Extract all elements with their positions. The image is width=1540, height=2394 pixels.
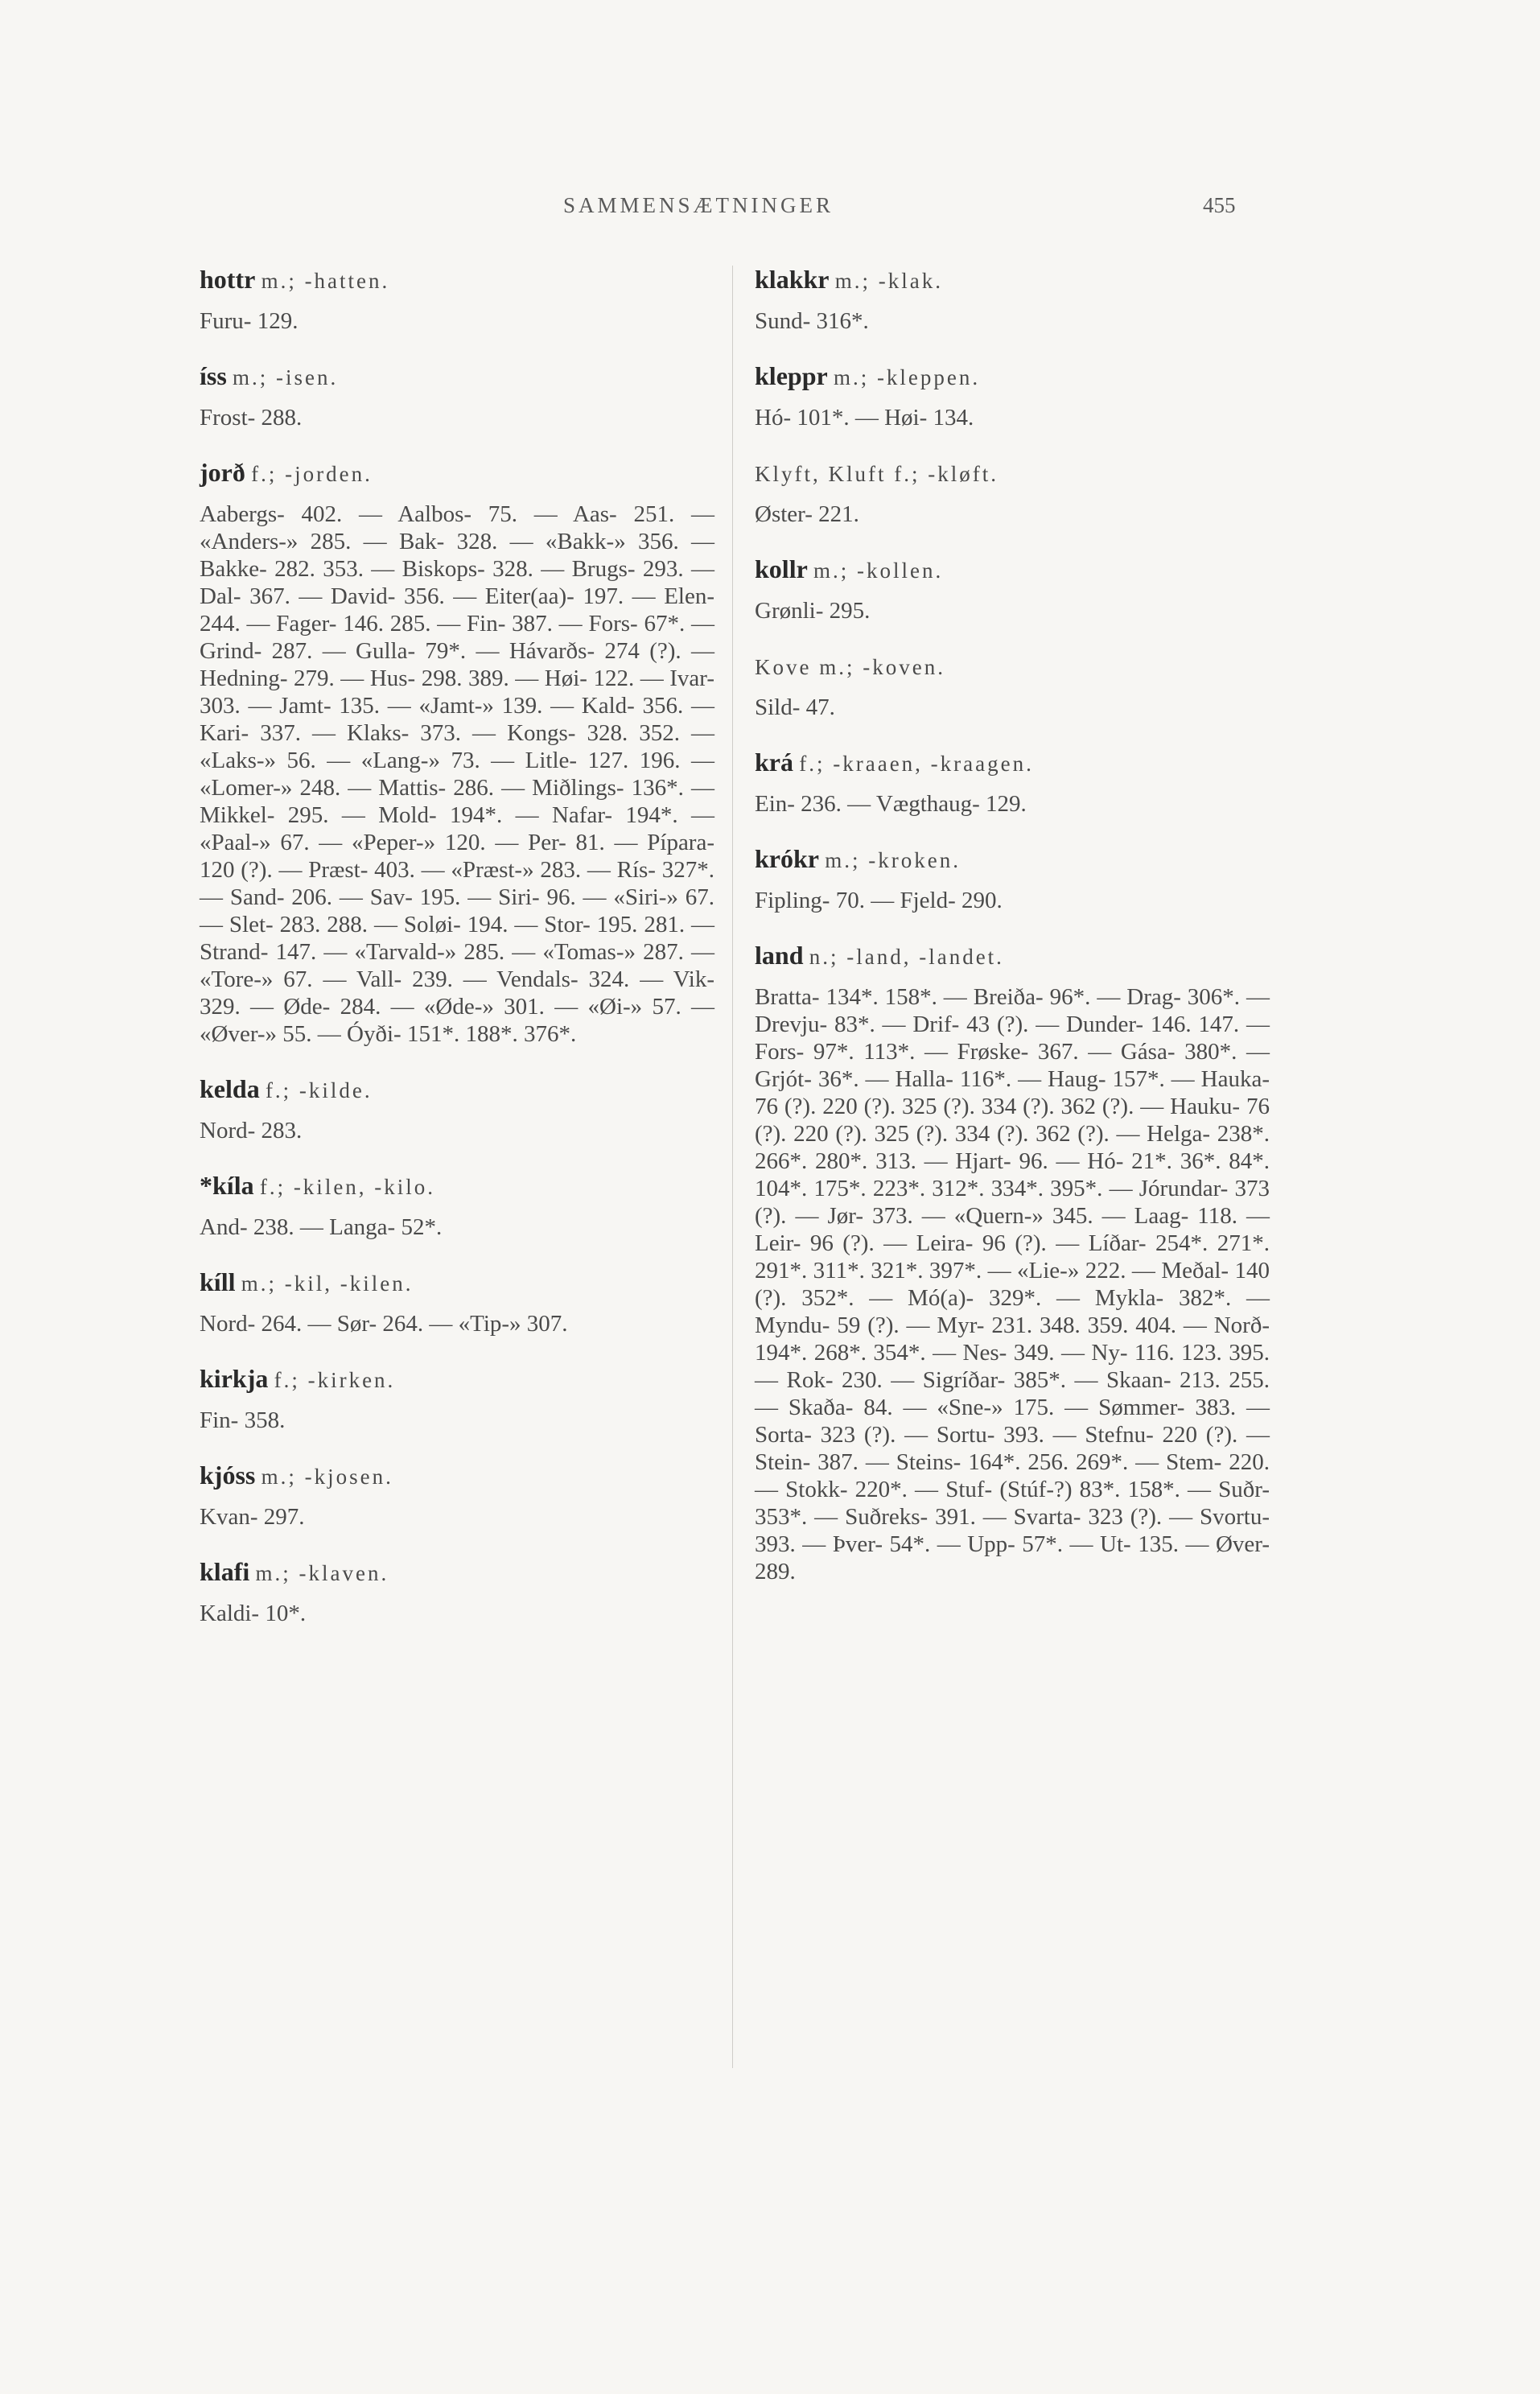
page-number: 455 [1203, 193, 1236, 217]
compound-list: Bratta- 134*. 158*. — Breiða- 96*. — Drag- 306*. — Drevju- 83*. — Drif- 43 (?). — Dunder- 146. 147. — Fors- 97*. 113*. — Frøske- 367. — Gása- 380*. — Grjót- 36*. — Halla- 116*. — Haug- 157*. — Hauka- 76 (?). 220 (?). 325 (?). 334 (?). 362 (?). — Hauku- 76 (?). 220 (?). 325 (?). 334 (?). 362 (?). — Helga- 238*. 266*. 280*. 313. — Hjart- 96. — Hó- 21*. 36*. 84*. 104*. 175*. 223*. 312*. 334*. 395*. — Jórundar- 373 (?). — Jør- 373. — «Quern-» 345. — Laag- 118. — Leir- 96 (?). — Leira- 96 (?). — Líðar- 254*. 271*. 291*. 311*. 321*. 397*. — «Lie-» 222. — Meðal- 140 (?). 352*. — Mó(a)- 329*. — Mykla- 382*. — Myndu- 59 (?). — Myr- 231. 348. 359. 404. — Norð- 194*. 268*. 354*. — Nes- 349. — Ny- 116. 123. 395. — Rok- 230. — Sigríðar- 385*. — Skaan- 213. 255. — Skaða- 84. — «Sne-» 175. — Sømmer- 383. — Sorta- 323 (?). — Sortu- 393. — Stefnu- 220 (?). — Stein- 387. — Steins- 164*. 256. 269*. — Stem- 220. — Stokk- 220*. — Stuf- (Stúf-?) 83*. 158*. — Suðr- 353*. — Suðreks- 391. — Svarta- 323 (?). — Svortu- 393. — Þver- 54*. — Upp- 57*. — Ut- 135. — Øver- 289. [755, 984, 1270, 1584]
compound-list: Aabergs- 402. — Aalbos- 75. — Aas- 251. — «Anders-» 285. — Bak- 328. — «Bakk-» 356. — Bakke- 282. 353. — Biskops- 328. — Brugs- 293. — Dal- 367. — David- 356. — Eiter(aa)- 197. — Elen- 244. — Fager- 146. 285. — Fin- 387. — Fors- 67*. — Grind- 287. — Gulla- 79*. — Hávarðs- 274 (?). — Hedning- 279. — Hus- 298. 389. — Høi- 122. — Ivar- 303. — Jamt- 135. — «Jamt-» 139. — Kald- 356. — Kari- 337. — Klaks- 373. — Kongs- 328. 352. — «Laks-» 56. — «Lang-» 73. — Litle- 127. 196. — «Lomer-» 248. — Mattis- 286. — Miðlings- 136*. — Mikkel- 295. — Mold- 194*. — Nafar- 194*. — «Paal-» 67. — «Peper-» 120. — Per- 81. — Pípara- 120 (?). — Præst- 403. — «Præst-» 283. — Rís- 327*. — Sand- 206. — Sav- 195. — Siri- 96. — «Siri-» 67. — Slet- 283. 288. — Soløi- 194. — Stor- 195. 281. — Strand- 147. — «Tarvald-» 285. — «Tomas-» 287. — «Tore-» 67. — Vall- 239. — Vendals- 324. — Vik- 329. — Øde- 284. — «Øde-» 301. — «Øi-» 57. — «Øver-» 55. — Óyði- 151*. 188*. 376*. [200, 501, 714, 1047]
compound-list: Øster- 221. [755, 501, 859, 527]
grammar-note: m.; -kroken. [825, 848, 961, 872]
grammar-note: n.; -land, -landet. [809, 945, 1004, 969]
headword: kíll [200, 1267, 236, 1296]
compound-list: Grønli- 295. [755, 598, 871, 624]
entry-krokr [755, 845, 1270, 914]
entry-klakkr [755, 266, 1270, 335]
compound-list: Nord- 283. [200, 1118, 303, 1143]
grammar-note: m.; -klaven. [255, 1561, 389, 1585]
headword: jorð [200, 458, 245, 487]
headword: krókr [755, 844, 819, 873]
entry-kila [200, 1172, 714, 1241]
compound-list: Ein- 236. — Vægthaug- 129. [755, 791, 1027, 817]
entry-kill [200, 1268, 714, 1337]
grammar-note: m.; -kil, -kilen. [241, 1271, 414, 1296]
headword: klakkr [755, 265, 830, 294]
grammar-note: f.; -kraaen, -kraagen. [799, 752, 1034, 776]
compound-list: Hó- 101*. — Høi- 134. [755, 405, 974, 431]
entry-kove [755, 652, 1270, 721]
headword: íss [200, 361, 227, 390]
entry-jord [200, 459, 714, 1048]
grammar-note: f.; -jorden. [251, 462, 373, 486]
compound-list: Furu- 129. [200, 308, 299, 334]
headword: kollr [755, 554, 808, 583]
headword: kjóss [200, 1461, 256, 1490]
grammar-note: m.; -isen. [233, 365, 339, 389]
entry-iss [200, 362, 714, 431]
entry-land [755, 942, 1270, 1585]
compound-list: Kaldi- 10*. [200, 1601, 307, 1626]
compound-list: Sild- 47. [755, 694, 835, 720]
headword: *kíla [200, 1171, 254, 1200]
grammar-note: m.; -klak. [834, 269, 943, 293]
entry-kelda [200, 1075, 714, 1144]
headword: hottr [200, 265, 256, 294]
entry-hottr [200, 266, 714, 335]
running-title: SAMMENSÆTNINGER [563, 193, 834, 217]
page-header [0, 193, 1540, 225]
entry-klafi [200, 1558, 714, 1627]
compound-list: Kvan- 297. [200, 1504, 305, 1530]
grammar-note: m.; -kleppen. [833, 365, 981, 389]
headword: kirkja [200, 1364, 269, 1393]
compound-list: Fipling- 70. — Fjeld- 290. [755, 888, 1003, 913]
headword: klafi [200, 1557, 250, 1586]
grammar-note: m.; -hatten. [261, 269, 390, 293]
grammar-note: m.; -kjosen. [261, 1465, 393, 1489]
headword: kleppr [755, 361, 828, 390]
grammar-note: m.; -kollen. [813, 558, 944, 583]
compound-list: Nord- 264. — Sør- 264. — «Tip-» 307. [200, 1311, 568, 1337]
entry-kirkja [200, 1365, 714, 1434]
compound-list: Sund- 316*. [755, 308, 869, 334]
grammar-note: f.; -kirken. [274, 1368, 396, 1392]
grammar-note: Klyft, Kluft f.; -kløft. [755, 462, 999, 486]
entry-kleppr [755, 362, 1270, 431]
headword: krá [755, 748, 793, 777]
compound-list: And- 238. — Langa- 52*. [200, 1214, 443, 1240]
entry-kjoss [200, 1461, 714, 1531]
compound-list: Frost- 288. [200, 405, 303, 431]
right-column [755, 266, 1270, 1613]
compound-list: Fin- 358. [200, 1407, 286, 1433]
grammar-note: f.; -kilen, -kilo. [259, 1175, 436, 1199]
grammar-note: Kove m.; -koven. [755, 655, 945, 679]
grammar-note: f.; -kilde. [265, 1078, 373, 1102]
headword: kelda [200, 1074, 260, 1103]
column-divider [732, 266, 733, 2068]
left-column [200, 266, 714, 1654]
entry-klyft [755, 459, 1270, 528]
headword: land [755, 941, 804, 970]
entry-kra [755, 748, 1270, 818]
entry-kollr [755, 555, 1270, 624]
